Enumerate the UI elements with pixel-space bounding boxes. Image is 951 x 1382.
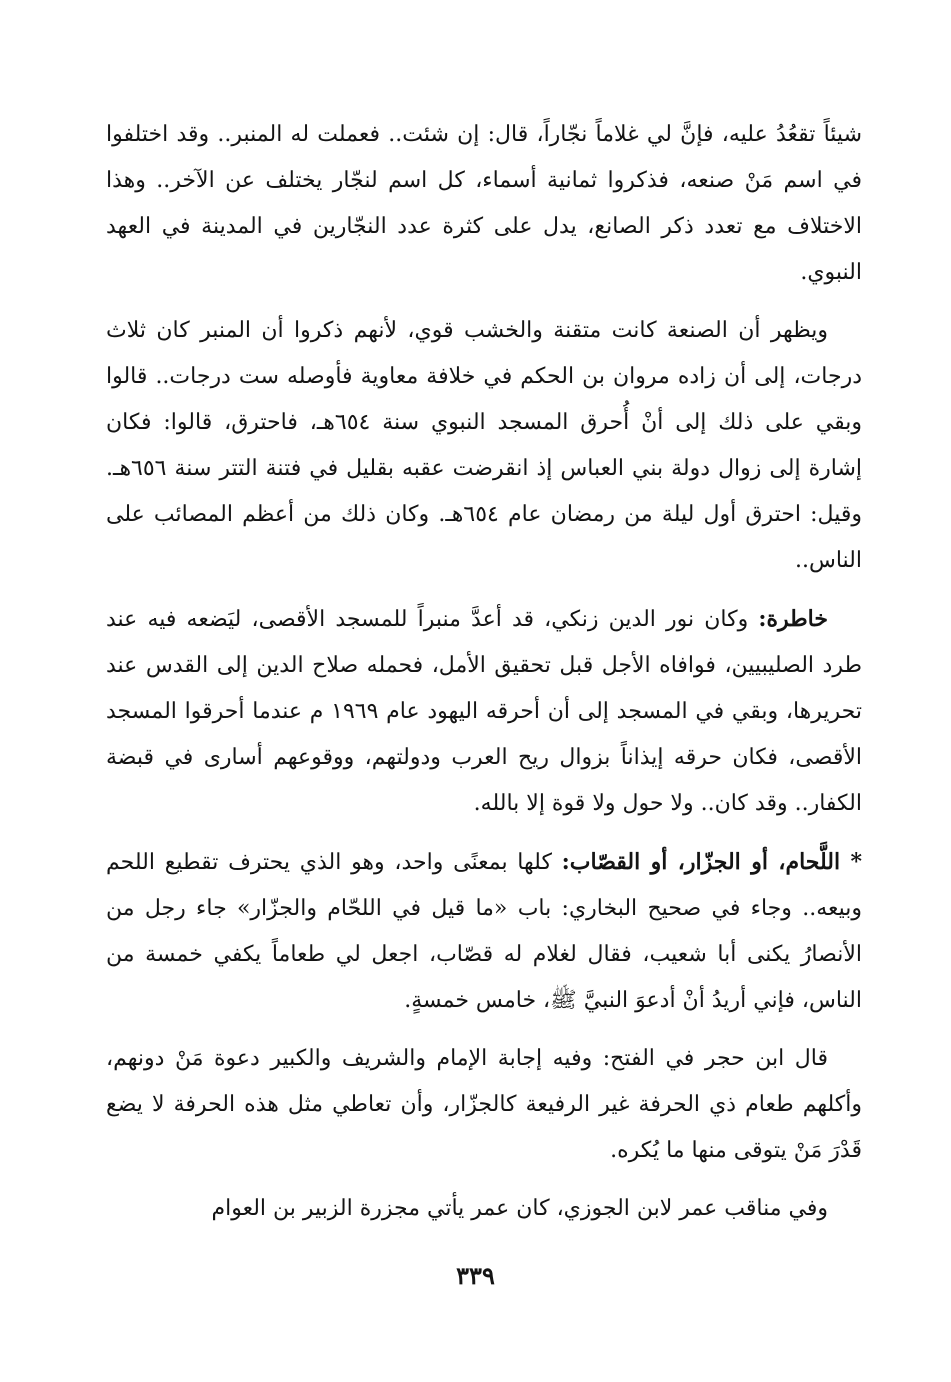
paragraph-minbar-fire: [106, 308, 862, 584]
paragraph-ibn-hajar: [106, 1036, 862, 1174]
paragraph-minbar-carpenters: [106, 112, 862, 296]
page-body: [106, 112, 862, 1232]
paragraph-khatira: [106, 596, 862, 827]
paragraph-lead: خاطرة:: [758, 606, 828, 632]
paragraph-butchers: [106, 839, 862, 1024]
paragraph-text: قال ابن حجر في الفتح: وفيه إجابة الإمام والشريف والكبير دعوة مَنْ دونهم، وأكلهم طعام ذي الحرفة غير الرفيعة كالجزّار، وأن تعاطي مثل هذه الحرفة لا يضع قَدْرَ مَنْ يتوقى منها ما يُكره.: [106, 1046, 862, 1163]
paragraph-manaqib-umar: [106, 1186, 862, 1232]
paragraph-text: ويظهر أن الصنعة كانت متقنة والخشب قوي، لأنهم ذكروا أن المنبر كان ثلاث درجات، إلى أن زاده مروان بن الحكم في خلافة معاوية فأوصله ست درجات.. قالوا وبقي على ذلك إلى أنْ أُحرق المسجد النبوي سنة ٦٥٤هـ، فاحترق، قالوا: فكان إشارة إلى زوال دولة بني العباس إذ انقرضت عقبه بقليل في فتنة التتر سنة ٦٥٦هـ. وقيل: احترق أول ليلة من رمضان عام ٦٥٤هـ. وكان ذلك من أعظم المصائب على الناس..: [106, 318, 863, 573]
paragraph-text: وكان نور الدين زنكي، قد أعدَّ منبراً للمسجد الأقصى، ليَضعه فيه عند طرد الصليبيين، فوافاه الأجل قبل تحقيق الأمل، فحمله صلاح الدين إلى القدس عند تحريرها، وبقي في المسجد إلى أن أحرقه اليهود عام ١٩٦٩ م عندما أحرقوا المسجد الأقصى، فكان حرقه إيذاناً بزوال ريح العرب ودولتهم، ووقوعهم أسارى في قبضة الكفار.. وقد كان.. ولا حول ولا قوة إلا بالله.: [106, 607, 862, 816]
paragraph-text: وفي مناقب عمر لابن الجوزي، كان عمر يأتي مجزرة الزبير بن العوام: [211, 1196, 828, 1221]
page-number: ٣٣٩: [456, 1261, 495, 1290]
paragraph-lead: * اللَّحام، أو الجزّار، أو القصّاب:: [561, 849, 862, 875]
paragraph-text: شيئاً تقعُدُ عليه، فإنَّ لي غلاماً نجّاراً، قال: إن شئت.. فعملت له المنبر.. وقد اختلفوا في اسم مَنْ صنعه، فذكروا ثمانية أسماء، كل اسم لنجّار يختلف عن الآخر.. وهذا الاختلاف مع تعدد ذكر الصانع، يدل على كثرة عدد النجّارين في المدينة في العهد النبوي.: [106, 122, 862, 285]
paragraph-text: كلها بمعنًى واحد، وهو الذي يحترف تقطيع اللحم وبيعه.. وجاء في صحيح البخاري: باب «ما قيل في اللحّام والجزّار» جاء رجل من الأنصارُ يكنى أبا شعيب، فقال لغلام له قصّاب، اجعل لي طعاماً يكفي خمسة من الناس، فإني أريدُ أنْ أدعوَ النبيَّ ﷺ، خامس خمسةٍ.: [106, 850, 862, 1013]
